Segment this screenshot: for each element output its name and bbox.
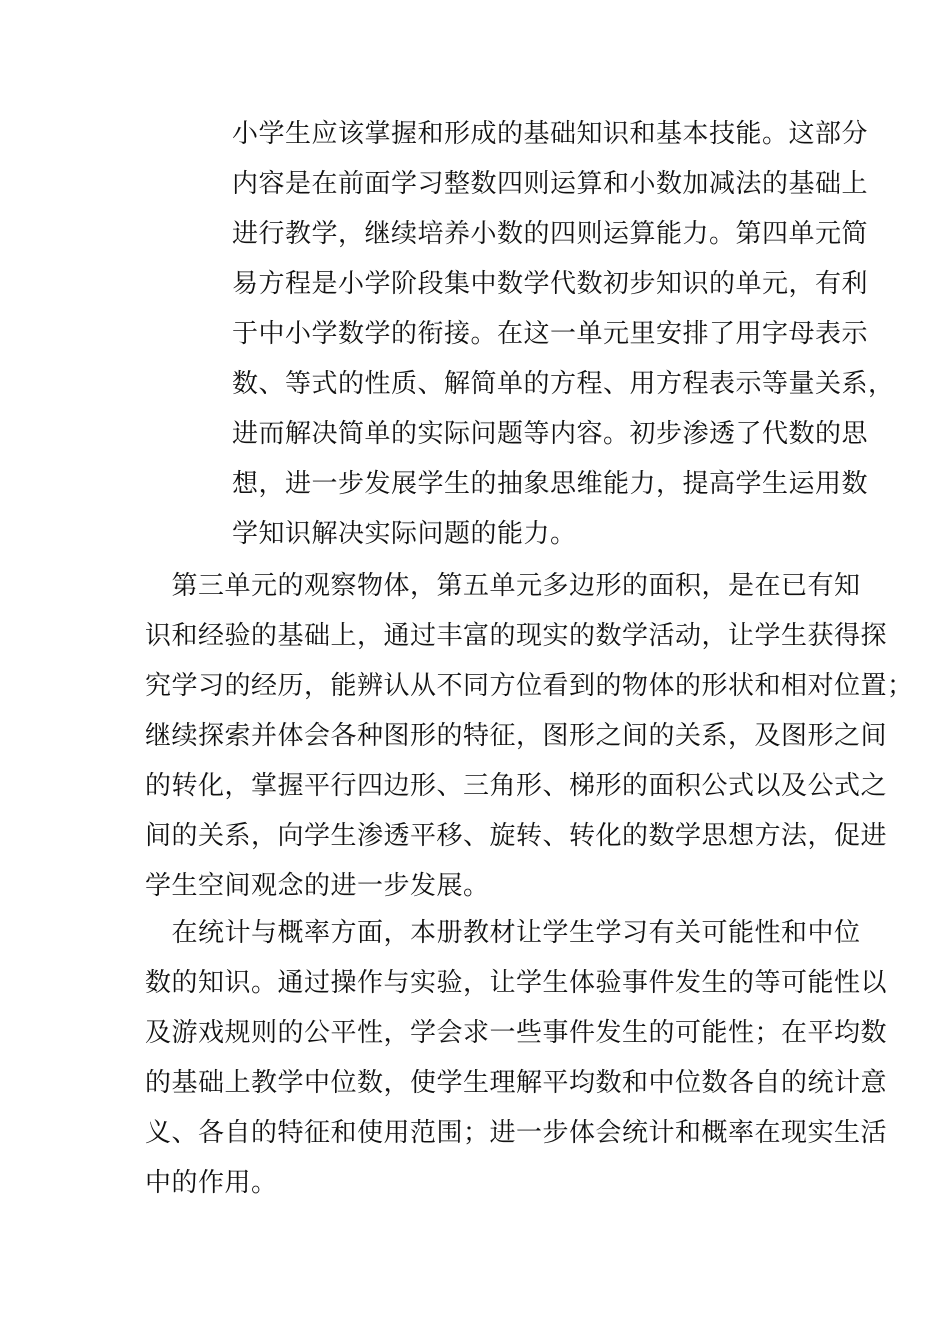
text-line: 中的作用。	[145, 1168, 278, 1198]
text-line: 小学生应该掌握和形成的基础知识和基本技能。这部分	[232, 119, 869, 149]
text-line: 及游戏规则的公平性，学会求一些事件发生的可能性；在平均数	[145, 1018, 888, 1048]
text-line: 易方程是小学阶段集中数学代数初步知识的单元，有利	[232, 269, 869, 299]
text-line: 在统计与概率方面，本册教材让学生学习有关可能性和中位	[145, 918, 861, 948]
text-line: 内容是在前面学习整数四则运算和小数加减法的基础上	[232, 169, 869, 199]
text-line: 究学习的经历，能辨认从不同方位看到的物体的形状和相对位置；	[145, 671, 914, 701]
text-line: 于中小学数学的衔接。在这一单元里安排了用字母表示	[232, 319, 869, 349]
paragraph-statistics	[145, 908, 888, 1208]
text-line: 学生空间观念的进一步发展。	[145, 871, 490, 901]
text-line: 数的知识。通过操作与实验，让学生体验事件发生的等可能性以	[145, 968, 888, 998]
text-line: 义、各自的特征和使用范围；进一步体会统计和概率在现实生活	[145, 1118, 888, 1148]
text-line: 间的关系，向学生渗透平移、旋转、转化的数学思想方法，促进	[145, 821, 888, 851]
text-line: 进而解决简单的实际问题等内容。初步渗透了代数的思	[232, 419, 869, 449]
text-line: 数、等式的性质、解简单的方程、用方程表示等量关系，	[232, 369, 895, 399]
text-line: 的基础上教学中位数，使学生理解平均数和中位数各自的统计意	[145, 1068, 888, 1098]
paragraph-geometry	[145, 561, 914, 911]
text-line: 学知识解决实际问题的能力。	[232, 519, 577, 549]
text-line: 想，进一步发展学生的抽象思维能力，提高学生运用数	[232, 469, 869, 499]
text-line: 继续探索并体会各种图形的特征，图形之间的关系，及图形之间	[145, 721, 888, 751]
text-line: 识和经验的基础上，通过丰富的现实的数学活动，让学生获得探	[145, 621, 888, 651]
text-line: 进行教学，继续培养小数的四则运算能力。第四单元简	[232, 219, 869, 249]
text-line: 第三单元的观察物体，第五单元多边形的面积，是在已有知	[145, 571, 861, 601]
text-line: 的转化，掌握平行四边形、三角形、梯形的面积公式以及公式之	[145, 771, 888, 801]
indented-text-block	[232, 109, 895, 559]
